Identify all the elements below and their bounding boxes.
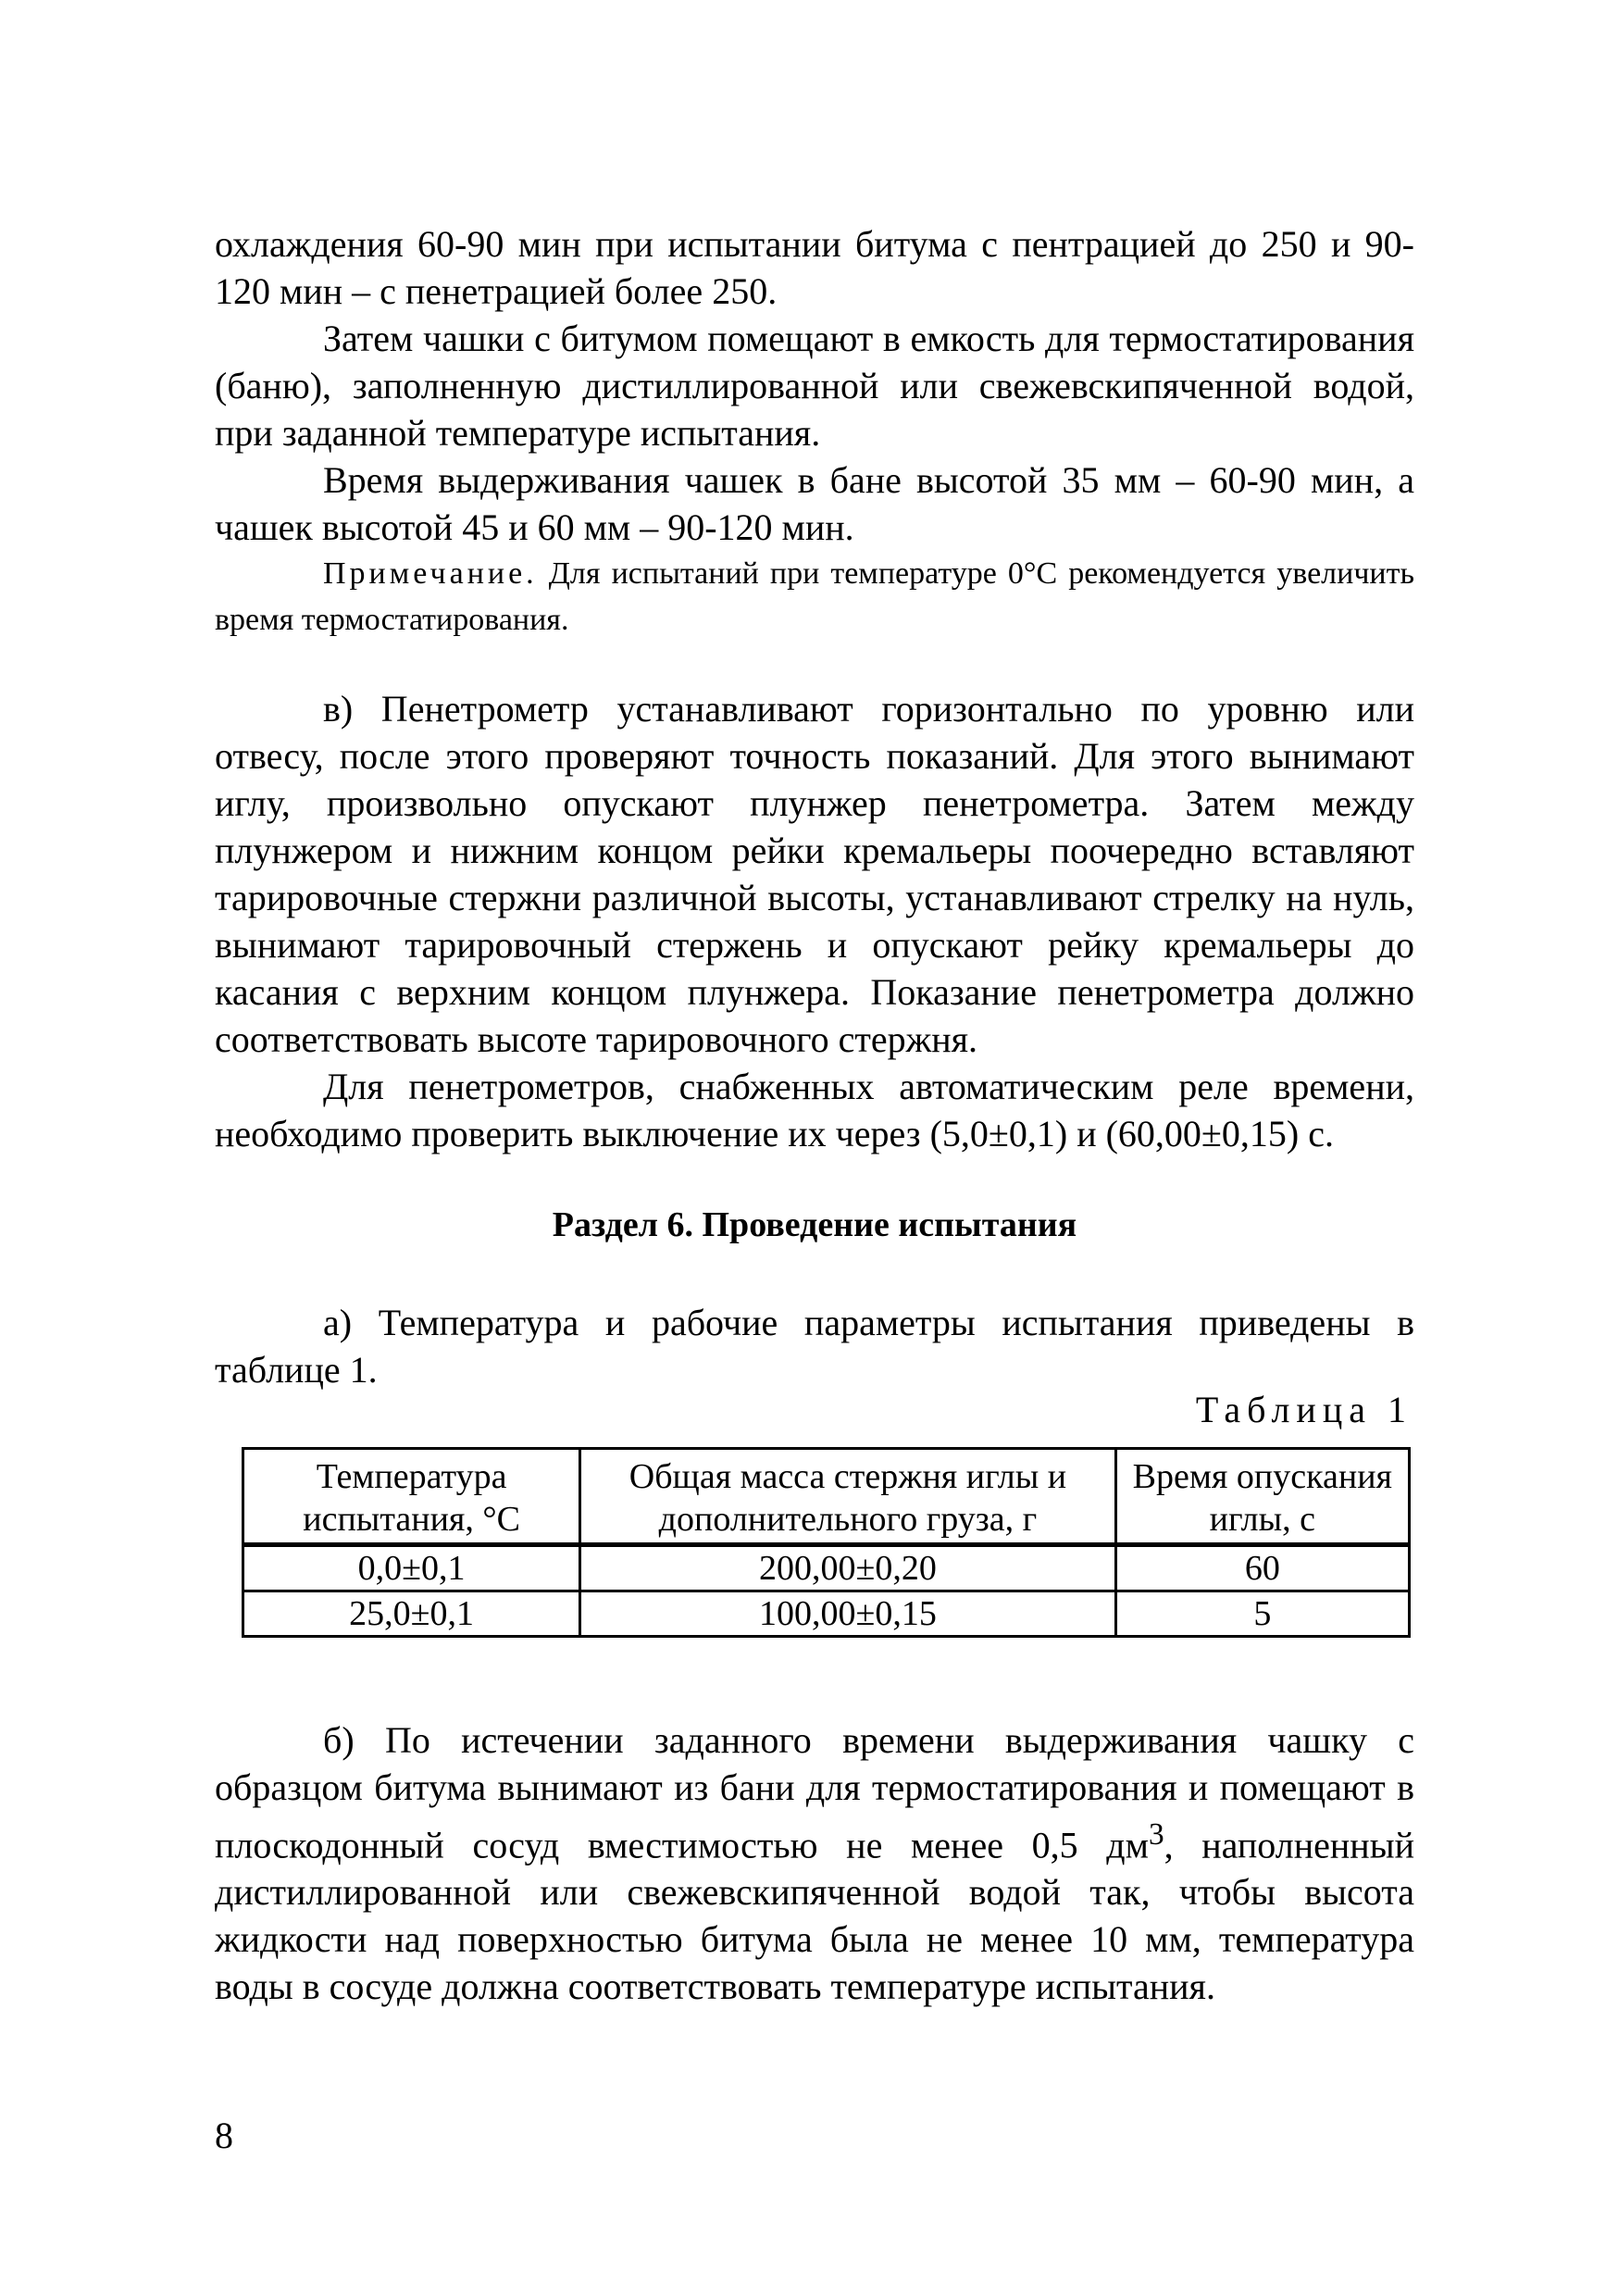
paragraph-timer-check: Для пенетрометров, снабженных автоматическим реле времени, необходимо проверить выключение их через (5,0±0,1) и (60,00±0,15) с. xyxy=(215,1066,1414,1154)
text-block-penetrometer xyxy=(215,685,1414,1157)
table-cell: 200,00±0,20 xyxy=(580,1545,1115,1591)
parameters-table xyxy=(242,1447,1411,1638)
text-block-parameters xyxy=(215,1299,1414,1393)
table-cell: 0,0±0,1 xyxy=(243,1545,580,1591)
header-time: Время опускания иглы, с xyxy=(1115,1449,1409,1545)
sample-text-end: , наполненный дистиллированной или свежевскипяченной водой так, чтобы высота жидкости над поверхностью битума была не менее 10 мм, температура воды в сосуде должна соответствовать температуре испытания. xyxy=(215,1824,1414,2008)
paragraph-cooling-time: охлаждения 60-90 мин при испытании битума с пентрацией до 250 и 90-120 мин – с пенетрацией более 250. xyxy=(215,223,1414,312)
table-cell: 60 xyxy=(1115,1545,1409,1591)
paragraph-penetrometer-check: в) Пенетрометр устанавливают горизонтально по уровню или отвесу, после этого проверяют точность показаний. Для этого вынимают иглу, произвольно опускают плунжер пенетрометра. Затем между плунжером и нижним концом рейки кремальеры поочередно вставляют тарировочные стержни различной высоты, устанавливают стрелку на нуль, вынимают тарировочный стержень и опускают рейку кремальеры до касания с верхним концом плунжера. Показание пенетрометра должно соответствовать высоте тарировочного стержня. xyxy=(215,688,1414,1060)
table-cell: 100,00±0,15 xyxy=(580,1591,1115,1637)
header-mass: Общая масса стержня иглы и дополнительного груза, г xyxy=(580,1449,1115,1545)
text-block-sample xyxy=(215,1716,1414,2010)
table-header-row xyxy=(243,1449,1410,1545)
note-label: Примечание. xyxy=(323,556,538,591)
page-number: 8 xyxy=(215,2115,233,2156)
paragraph-bath: Затем чашки с битумом помещают в емкость для термостатирования (баню), заполненную дистиллированной или свежевскипяченной водой, при заданной температуре испытания. xyxy=(215,318,1414,454)
text-block-cooling xyxy=(215,220,1414,643)
paragraph-holding-time: Время выдерживания чашек в бане высотой 35 мм – 60-90 мин, а чашек высотой 45 и 60 мм – 90-120 мин. xyxy=(215,459,1414,548)
paragraph-parameters: а) Температура и рабочие параметры испытания приведены в таблице 1. xyxy=(215,1302,1414,1391)
note-paragraph xyxy=(215,551,1414,643)
note-text: Для испытаний при температуре 0°С рекомендуется увеличить время термостатирования. xyxy=(215,556,1414,637)
sample-text-start: б) По истечении заданного времени выдерживания чашку с образцом битума вынимают из бани для термостатирования и помещают в плоскодонный сосуд вместимостью не менее 0,5 дм xyxy=(215,1719,1414,1866)
table-cell: 25,0±0,1 xyxy=(243,1591,580,1637)
superscript-three: 3 xyxy=(1148,1817,1164,1852)
table-cell: 5 xyxy=(1115,1591,1409,1637)
table-row xyxy=(243,1545,1410,1591)
section-heading: Раздел 6. Проведение испытания xyxy=(552,1205,1077,1244)
table-row xyxy=(243,1591,1410,1637)
table-caption: Таблица 1 xyxy=(1195,1389,1413,1430)
header-temperature: Температура испытания, °С xyxy=(243,1449,580,1545)
paragraph-sample-vessel xyxy=(215,1716,1414,2010)
